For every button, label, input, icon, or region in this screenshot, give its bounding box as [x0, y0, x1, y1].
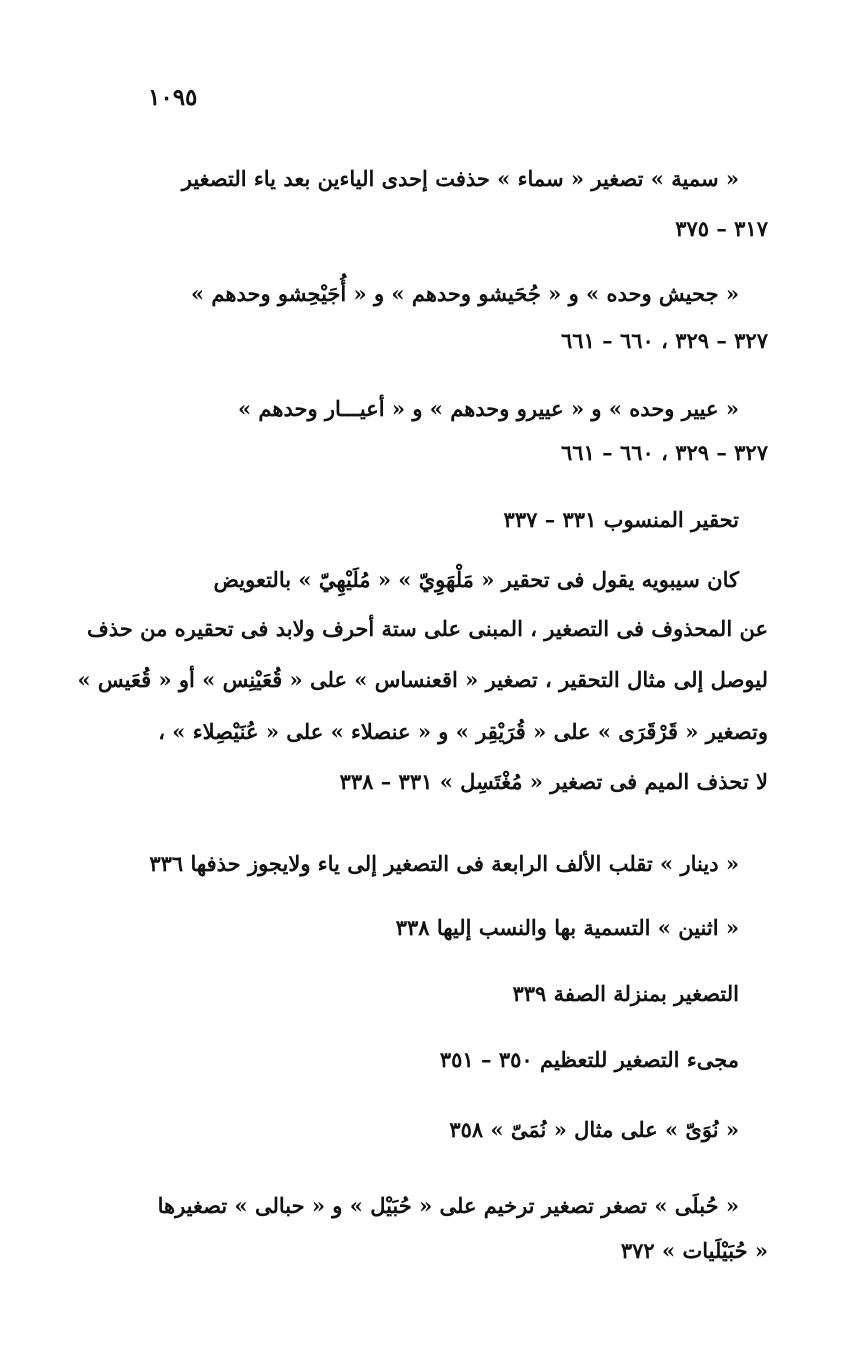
entry-5-line-1: كان سيبويه يقول فى تحقير « مَلْهَوِيّ » « مُلَيْهِيّ » بالتعويض [213, 567, 739, 592]
entry-5-line-2: عن المحذوف فى التصغير ، المبنى على ستة أحرف ولابد فى تحقيره من حذف [87, 616, 768, 641]
entry-3-line-1: « عيير وحده » و « عييرو وحدهم » و « أعيـــار وحدهم » [237, 396, 739, 421]
entry-6-line-1: « دينار » تقلب الألف الرابعة فى التصغير إلى ياء ولايجوز حذفها ٣٣٦ [149, 851, 739, 876]
entry-1-line-2: ٣١٧ – ٣٧٥ [675, 216, 768, 241]
page-number: ١٠٩٥ [148, 84, 198, 111]
entry-4-line-1: تحقير المنسوب ٣٣١ – ٣٣٧ [503, 507, 739, 532]
entry-2-line-1: « جحيش وحده » و « جُحَيشو وحدهم » و « أُجَيْحِشو وحدهم » [190, 281, 739, 306]
entry-11-line-2: « حُبَيْلَيات » ٣٧٢ [620, 1238, 768, 1263]
entry-10-line-1: « نُوَىّ » على مثال « نُمَىّ » ٣٥٨ [449, 1117, 739, 1142]
entry-7-line-1: « اثنين » التسمية بها والنسب إليها ٣٣٨ [395, 915, 739, 940]
entry-5-line-5: لا تحذف الميم فى تصغير « مُغْتَسِل » ٣٣١ – ٣٣٨ [339, 769, 768, 794]
entry-3-line-2: ٣٢٧ – ٣٢٩ ، ٦٦٠ – ٦٦١ [560, 440, 768, 465]
entry-5-line-4: وتصغير « قَرْقَرَى » على « قُرَيْقِر » و « عنصلاء » على « عُنَيْصِلاء » ، [158, 719, 768, 744]
entry-8-line-1: التصغير بمنزلة الصفة ٣٣٩ [512, 981, 739, 1006]
entry-2-line-2: ٣٢٧ – ٣٢٩ ، ٦٦٠ – ٦٦١ [560, 328, 768, 353]
entry-1-line-1: « سمية » تصغير « سماء » حذفت إحدى الياءين بعد ياء التصغير [181, 166, 739, 191]
entry-11-line-1: « حُبلَى » تصغر تصغير ترخيم على « حُبَيْل » و « حبالى » تصغيرها [157, 1193, 739, 1218]
entry-9-line-1: مجىء التصغير للتعظيم ٣٥٠ – ٣٥١ [439, 1047, 739, 1072]
entry-5-line-3: ليوصل إلى مثال التحقير ، تصغير « اقعنساس » على « قُعَيْنِس » أو « قُعَيس » [77, 667, 768, 692]
